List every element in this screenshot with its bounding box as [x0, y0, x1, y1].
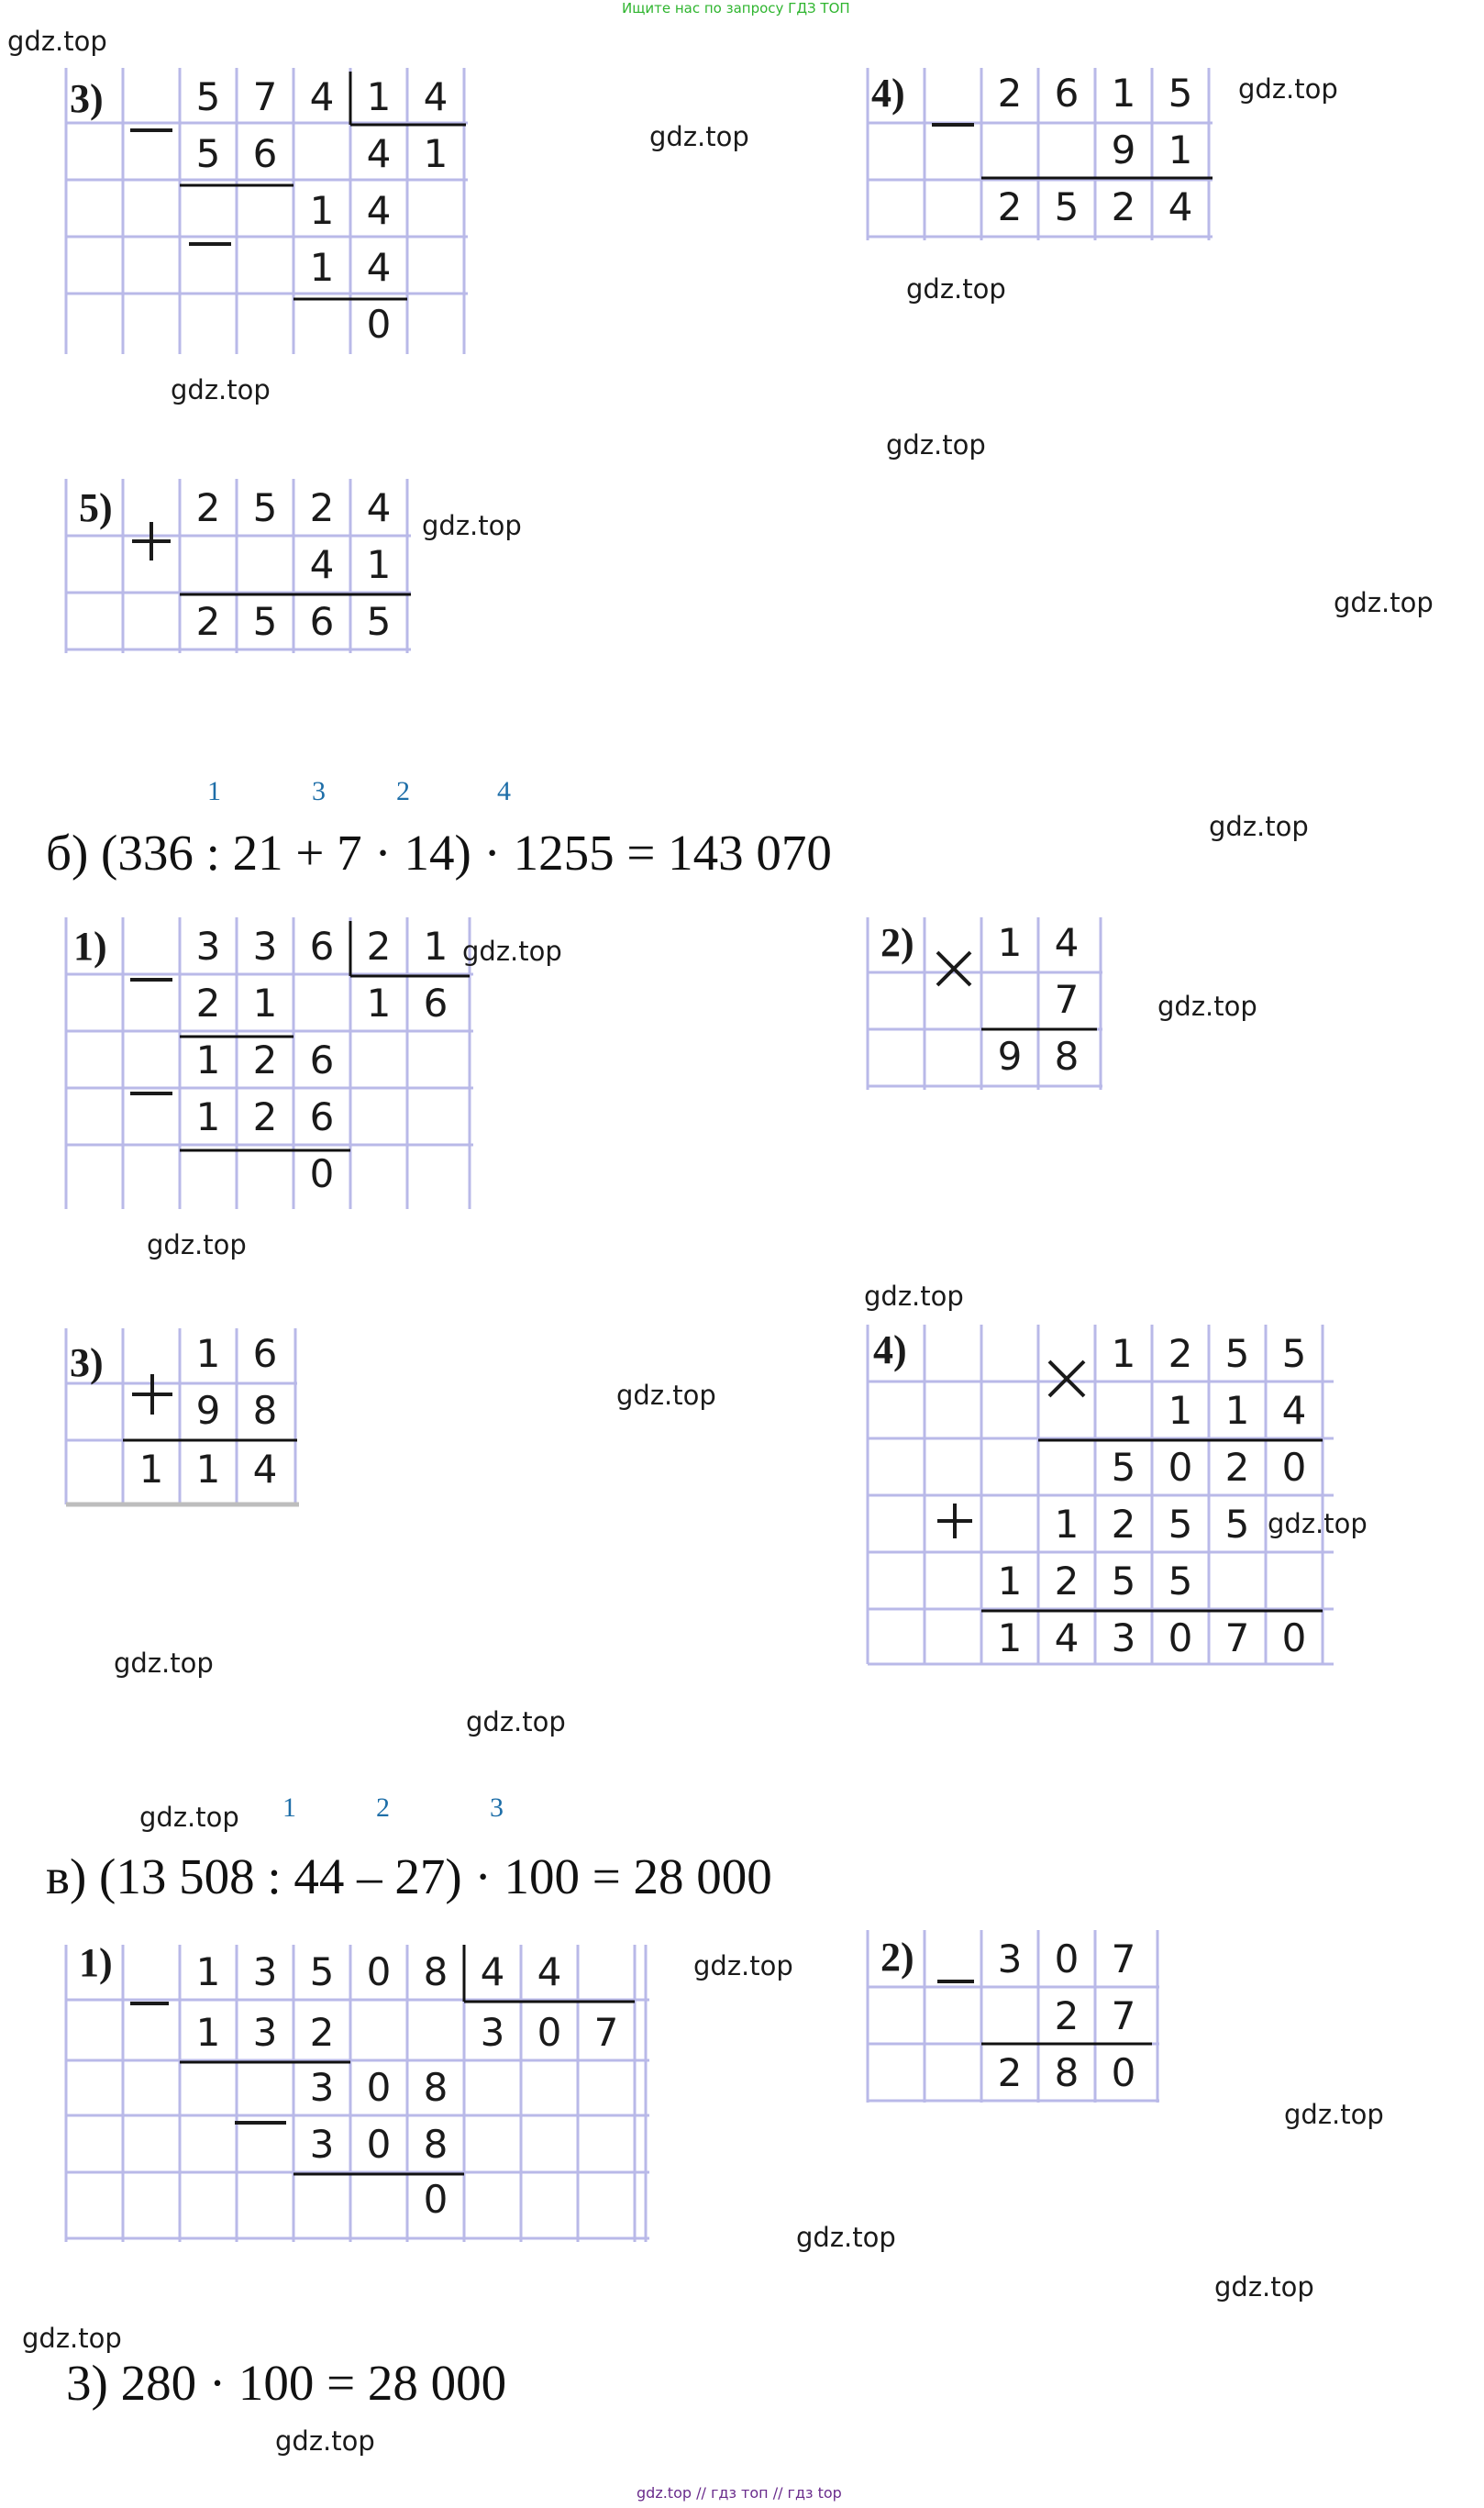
digit: 8	[1054, 1034, 1080, 1079]
digit: 6	[309, 1094, 335, 1139]
digit: 8	[1054, 2050, 1080, 2095]
digit: 3	[997, 1936, 1023, 1981]
part-b-step-4-multiplication	[868, 1321, 1345, 1679]
digit: 4	[1168, 184, 1193, 229]
digit: 2	[366, 924, 392, 969]
digit: 3	[309, 2122, 335, 2167]
digit: 2	[997, 2050, 1023, 2095]
digit: 2	[1111, 1502, 1136, 1547]
digit: 5	[309, 1949, 335, 1994]
part-v-step-1-division	[66, 1936, 653, 2247]
digit: 2	[195, 599, 221, 644]
digit: 5	[252, 599, 278, 644]
watermark-text: gdz.top	[649, 121, 749, 152]
digit: 2	[1054, 1559, 1080, 1604]
digit: 4	[1054, 1615, 1080, 1660]
digit: 3	[309, 2065, 335, 2110]
digit: 6	[309, 1038, 335, 1082]
watermark-text: gdz.top	[906, 273, 1006, 305]
part-a-step-5-grid	[66, 475, 424, 659]
digit: 0	[1054, 1936, 1080, 1981]
step-order-number: 3	[312, 776, 326, 806]
watermark-text: gdz.top	[275, 2425, 375, 2457]
digit: 2	[195, 981, 221, 1026]
digit: 5	[195, 131, 221, 176]
watermark-text: gdz.top	[1268, 1508, 1368, 1539]
digit: 5	[1111, 1445, 1136, 1490]
part-b-expression: б) (336 : 21 + 7 · 14) · 1255 = 143 070	[46, 825, 832, 881]
digit: 5	[1281, 1331, 1307, 1376]
watermark-text: gdz.top	[864, 1281, 964, 1312]
digit: 1	[366, 981, 392, 1026]
digit: 1	[195, 1331, 221, 1376]
watermark-text: gdz.top	[7, 26, 107, 57]
digit: 1	[138, 1447, 164, 1492]
digit: 5	[1111, 1559, 1136, 1604]
digit: 4	[252, 1447, 278, 1492]
watermark-text: gdz.top	[147, 1229, 247, 1260]
search-banner[interactable]: Ищите нас по запросу ГДЗ ТОП	[622, 0, 850, 17]
digit: 3	[1111, 1615, 1136, 1660]
watermark-text: gdz.top	[1214, 2271, 1314, 2303]
watermark-text: gdz.top	[114, 1648, 214, 1679]
digit: 4	[366, 245, 392, 290]
watermark-text: gdz.top	[466, 1706, 566, 1737]
digit: 3	[480, 2010, 505, 2055]
step-label: 3)	[70, 76, 104, 121]
digit: 4	[366, 485, 392, 530]
part-b-step-3-grid	[66, 1325, 314, 1526]
digit: 2	[195, 485, 221, 530]
digit: 5	[1224, 1502, 1250, 1547]
digit: 7	[593, 2010, 619, 2055]
digit: 2	[309, 2010, 335, 2055]
digit: 0	[1281, 1615, 1307, 1660]
digit: 1	[195, 1094, 221, 1139]
digit: 2	[1054, 1993, 1080, 2038]
digit: 5	[366, 599, 392, 644]
digit: 1	[997, 1615, 1023, 1660]
step-order-number: 1	[282, 1792, 296, 1823]
digit: 9	[997, 1034, 1023, 1079]
digit: 2	[309, 485, 335, 530]
digit: 2	[1111, 184, 1136, 229]
digit: 7	[252, 74, 278, 119]
digit: 1	[1111, 71, 1136, 116]
digit: 1	[423, 924, 449, 969]
part-b-step-4-grid	[868, 1321, 1345, 1679]
digit: 0	[366, 302, 392, 347]
part-a-step-3-grid	[66, 64, 479, 358]
digit: 4	[309, 542, 335, 587]
step-label: 1)	[73, 924, 107, 969]
watermark-text: gdz.top	[886, 429, 986, 461]
digit: 1	[195, 1949, 221, 1994]
digit: 1	[1224, 1388, 1250, 1433]
watermark-text: gdz.top	[796, 2222, 896, 2253]
digit: 6	[309, 924, 335, 969]
digit: 1	[366, 74, 392, 119]
digit: 0	[1168, 1445, 1193, 1490]
digit: 5	[1168, 1559, 1193, 1604]
step-label: 5)	[79, 485, 113, 530]
grid-lines	[66, 479, 411, 653]
digit: 5	[1168, 71, 1193, 116]
digit: 1	[309, 188, 335, 233]
digit: 4	[537, 1949, 562, 1994]
part-b-step-2-multiplication	[868, 914, 1115, 1097]
watermark-text: gdz.top	[22, 2323, 122, 2354]
digit: 0	[366, 2065, 392, 2110]
digit: 8	[423, 2122, 449, 2167]
digit: 0	[1111, 2050, 1136, 2095]
digit: 6	[252, 131, 278, 176]
watermark-text: gdz.top	[1209, 811, 1309, 842]
watermark-text: gdz.top	[422, 510, 522, 541]
digit: 5	[195, 74, 221, 119]
digit: 6	[423, 981, 449, 1026]
digit: 1	[195, 2010, 221, 2055]
part-v-expression: в) (13 508 : 44 – 27) · 100 = 28 000	[46, 1848, 772, 1904]
digit: 1	[252, 981, 278, 1026]
digit: 1	[997, 1559, 1023, 1604]
digit: 7	[1111, 1993, 1136, 2038]
digit: 0	[366, 1949, 392, 1994]
digit: 6	[1054, 71, 1080, 116]
watermark-text: gdz.top	[616, 1380, 716, 1411]
digit: 4	[366, 188, 392, 233]
part-b-step-2-grid	[868, 914, 1115, 1097]
digit: 3	[195, 924, 221, 969]
digit: 1	[423, 131, 449, 176]
digit: 2	[1168, 1331, 1193, 1376]
part-b-step-3-addition	[66, 1325, 314, 1526]
digit: 1	[195, 1447, 221, 1492]
digit: 1	[1168, 1388, 1193, 1433]
digit: 6	[252, 1331, 278, 1376]
digit: 8	[252, 1388, 278, 1433]
digit: 9	[195, 1388, 221, 1433]
step-label: 3)	[70, 1340, 104, 1385]
digit: 3	[252, 924, 278, 969]
footer-links[interactable]: gdz.top // гдз топ // гдз top	[637, 2484, 842, 2502]
part-b-step-1-grid	[66, 914, 479, 1216]
digit: 8	[423, 1949, 449, 1994]
watermark-text: gdz.top	[1334, 587, 1434, 618]
digit: 0	[309, 1151, 335, 1196]
digit: 4	[480, 1949, 505, 1994]
digit: 5	[252, 485, 278, 530]
step-label: 2)	[880, 1935, 914, 1980]
part-a-step-5-addition	[66, 475, 424, 659]
grid-lines	[868, 1325, 1334, 1664]
part-v-step-1-grid	[66, 1936, 653, 2247]
step-order-number: 3	[490, 1792, 504, 1823]
digit: 0	[1281, 1445, 1307, 1490]
digit: 7	[1224, 1615, 1250, 1660]
digit: 2	[252, 1094, 278, 1139]
digit: 4	[1281, 1388, 1307, 1433]
part-v-step-2-subtraction	[868, 1926, 1179, 2110]
step-label: 4)	[871, 71, 905, 116]
digit: 0	[537, 2010, 562, 2055]
step-order-number: 2	[376, 1792, 390, 1823]
step-label: 4)	[873, 1327, 907, 1372]
digit: 5	[1224, 1331, 1250, 1376]
part-v-step-2-grid	[868, 1926, 1179, 2110]
digit: 1	[195, 1038, 221, 1082]
digit: 2	[1224, 1445, 1250, 1490]
digit: 0	[1168, 1615, 1193, 1660]
digit: 6	[309, 599, 335, 644]
digit: 1	[1111, 1331, 1136, 1376]
part-a-step-4-subtraction	[868, 64, 1225, 248]
digit: 5	[1054, 184, 1080, 229]
digit: 4	[423, 74, 449, 119]
digit: 8	[423, 2065, 449, 2110]
part-v-step-3-result: 3) 280 · 100 = 28 000	[66, 2355, 507, 2411]
digit: 3	[252, 2010, 278, 2055]
digit: 3	[252, 1949, 278, 1994]
watermark-text: gdz.top	[1284, 2099, 1384, 2130]
watermark-text: gdz.top	[1238, 73, 1338, 105]
digit: 4	[309, 74, 335, 119]
digit: 7	[1111, 1936, 1136, 1981]
grid-lines	[868, 68, 1213, 240]
digit: 4	[1054, 920, 1080, 965]
part-a-step-4-grid	[868, 64, 1225, 248]
step-label: 2)	[880, 920, 914, 965]
step-order-number: 2	[396, 776, 410, 806]
digit: 2	[997, 184, 1023, 229]
step-order-number: 4	[497, 776, 511, 806]
watermark-text: gdz.top	[693, 1950, 793, 1981]
digit: 2	[252, 1038, 278, 1082]
part-a-step-3-division	[66, 64, 479, 358]
step-order-number: 1	[207, 776, 221, 806]
step-label: 1)	[79, 1940, 113, 1985]
digit: 1	[1054, 1502, 1080, 1547]
digit: 1	[366, 542, 392, 587]
digit: 4	[366, 131, 392, 176]
digit: 5	[1168, 1502, 1193, 1547]
watermark-text: gdz.top	[462, 936, 562, 967]
grid-lines	[66, 1945, 649, 2242]
digit: 2	[997, 71, 1023, 116]
watermark-text: gdz.top	[139, 1802, 239, 1833]
digit: 1	[309, 245, 335, 290]
watermark-text: gdz.top	[1157, 991, 1257, 1022]
digit: 9	[1111, 128, 1136, 172]
digit: 0	[366, 2122, 392, 2167]
digit: 1	[1168, 128, 1193, 172]
watermark-text: gdz.top	[171, 374, 271, 405]
digit: 1	[997, 920, 1023, 965]
digit: 0	[423, 2177, 449, 2222]
part-b-step-1-division	[66, 914, 479, 1216]
digit: 7	[1054, 977, 1080, 1022]
